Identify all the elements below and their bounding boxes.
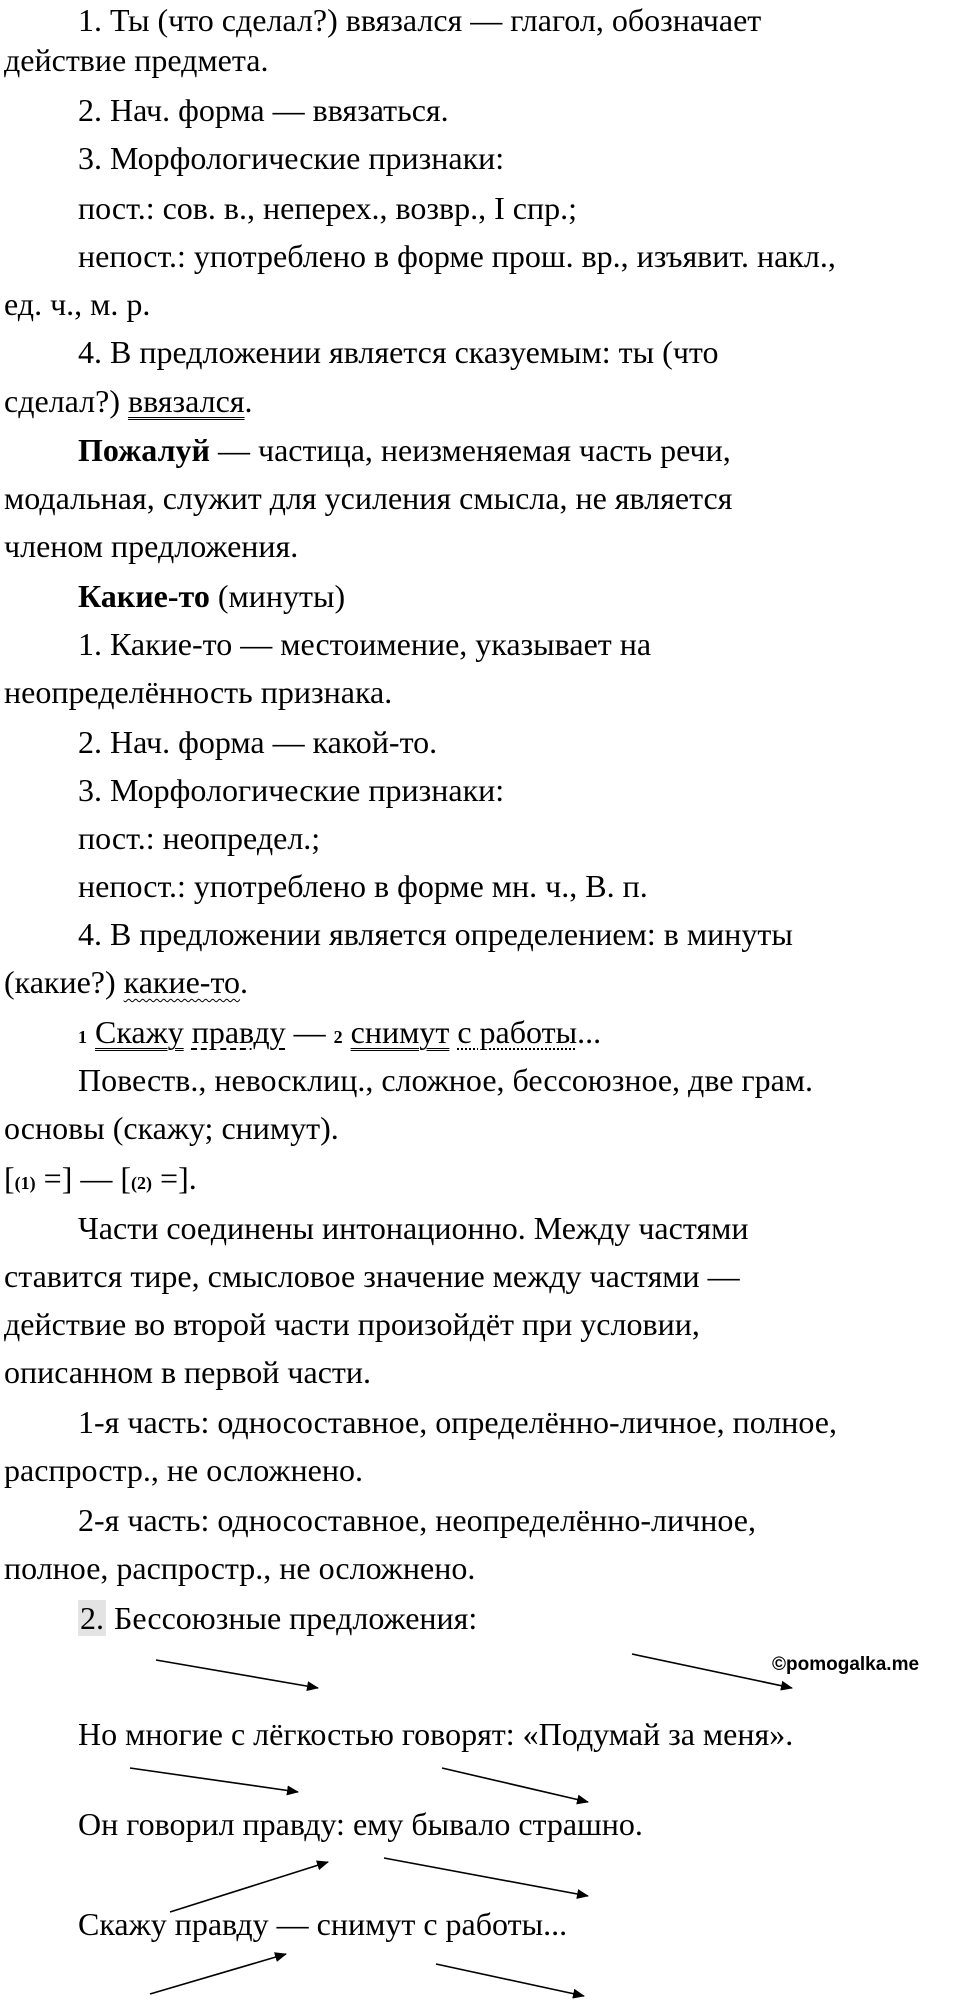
example-sentence: Он говорил правду: ему бывало страшно. — [78, 1806, 643, 1842]
arrow — [436, 1964, 584, 1996]
text-segment: . — [244, 383, 253, 419]
text-segment: Бессоюзные предложения: — [106, 1600, 478, 1636]
arrow — [150, 1954, 286, 1994]
text-line: действие предмета. — [4, 42, 269, 78]
text-line: 1. Какие-то — местоимение, указывает на — [78, 626, 652, 662]
text-segment: ... — [577, 1014, 602, 1050]
task-number: 2. — [80, 1600, 104, 1636]
predicate-word: ввязался — [127, 383, 245, 419]
text-segment: — частица, неизменяемая часть речи, — [209, 432, 731, 468]
arrow — [384, 1858, 588, 1896]
text-line: Части соединены интонационно. Между частями — [78, 1210, 749, 1246]
text-line: полное, распростр., не осложнено. — [4, 1550, 476, 1586]
text-line: основы (скажу; снимут). — [4, 1110, 339, 1146]
text-line: модальная, служит для усиления смысла, не является — [4, 480, 733, 516]
attribute-word: какие-то — [123, 964, 241, 1000]
example-sentence: Но многие с лёгкостью говорят: «Подумай за меня». — [78, 1716, 794, 1752]
adverbial-word: с работы — [457, 1014, 578, 1050]
arrow — [156, 1660, 318, 1688]
part-number: 1 — [78, 1027, 87, 1047]
text-line: 4. В предложении является сказуемым: ты (что — [78, 334, 719, 370]
text-line: 1. Ты (что сделал?) ввязался — глагол, обозначает — [78, 2, 762, 38]
example-sentence: Скажу правду — снимут с работы... — [78, 1906, 568, 1942]
text-segment: — — [285, 1014, 334, 1050]
object-word: правду — [191, 1014, 286, 1050]
text-line: ставится тире, смысловое значение между частями — — [4, 1258, 740, 1294]
text-line: неопределённость признака. — [4, 674, 393, 710]
arrow — [632, 1654, 792, 1688]
part-number: (2) — [131, 1173, 153, 1193]
term-bold: Какие-то — [78, 578, 210, 614]
text-line: 2. Нач. форма — ввязаться. — [78, 92, 449, 128]
text-line: 3. Морфологические признаки: — [78, 772, 505, 808]
text-line: пост.: сов. в., неперех., возвр., I спр.; — [78, 190, 577, 226]
text-line: 4. В предложении является определением: в минуты — [78, 916, 793, 952]
text-line: ед. ч., м. р. — [4, 286, 151, 322]
text-line: пост.: неопредел.; — [78, 820, 321, 856]
text-line: непост.: употреблено в форме мн. ч., В. п. — [78, 868, 648, 904]
term-bold: Пожалуй — [78, 432, 210, 468]
text-segment: (какие?) — [4, 964, 124, 1000]
scheme-bracket: =]. — [152, 1160, 197, 1196]
part-number: 2 — [333, 1027, 343, 1047]
arrow — [442, 1768, 588, 1802]
text-line: 3. Морфологические признаки: — [78, 140, 505, 176]
text-segment: . — [240, 964, 249, 1000]
scheme-bracket: =] — [ — [35, 1160, 132, 1196]
arrow — [130, 1768, 298, 1792]
predicate-word: Скажу — [95, 1014, 184, 1050]
text-line: Повеств., невосклиц., сложное, бессоюзное, две грам. — [78, 1062, 814, 1098]
text-line: 1-я часть: односоставное, определённо-личное, полное, — [78, 1404, 837, 1440]
text-line: 2-я часть: односоставное, неопределённо-личное, — [78, 1502, 756, 1538]
arrow — [170, 1862, 328, 1912]
text-line: членом предложения. — [4, 528, 299, 564]
text-line: распростр., не осложнено. — [4, 1452, 363, 1488]
text-line: действие во второй части произойдёт при условии, — [4, 1306, 700, 1342]
scheme-bracket: [ — [4, 1160, 15, 1196]
text-line: непост.: употреблено в форме прош. вр., изъявит. накл., — [78, 238, 836, 274]
watermark: ©pomogalka.me — [772, 1654, 920, 1675]
text-line: 2. Нач. форма — какой-то. — [78, 724, 438, 760]
text-segment: сделал?) — [4, 383, 128, 419]
part-number: (1) — [14, 1173, 36, 1193]
text-segment: (минуты) — [209, 578, 346, 614]
text-line: описанном в первой части. — [4, 1354, 371, 1390]
predicate-word: снимут — [350, 1014, 450, 1050]
